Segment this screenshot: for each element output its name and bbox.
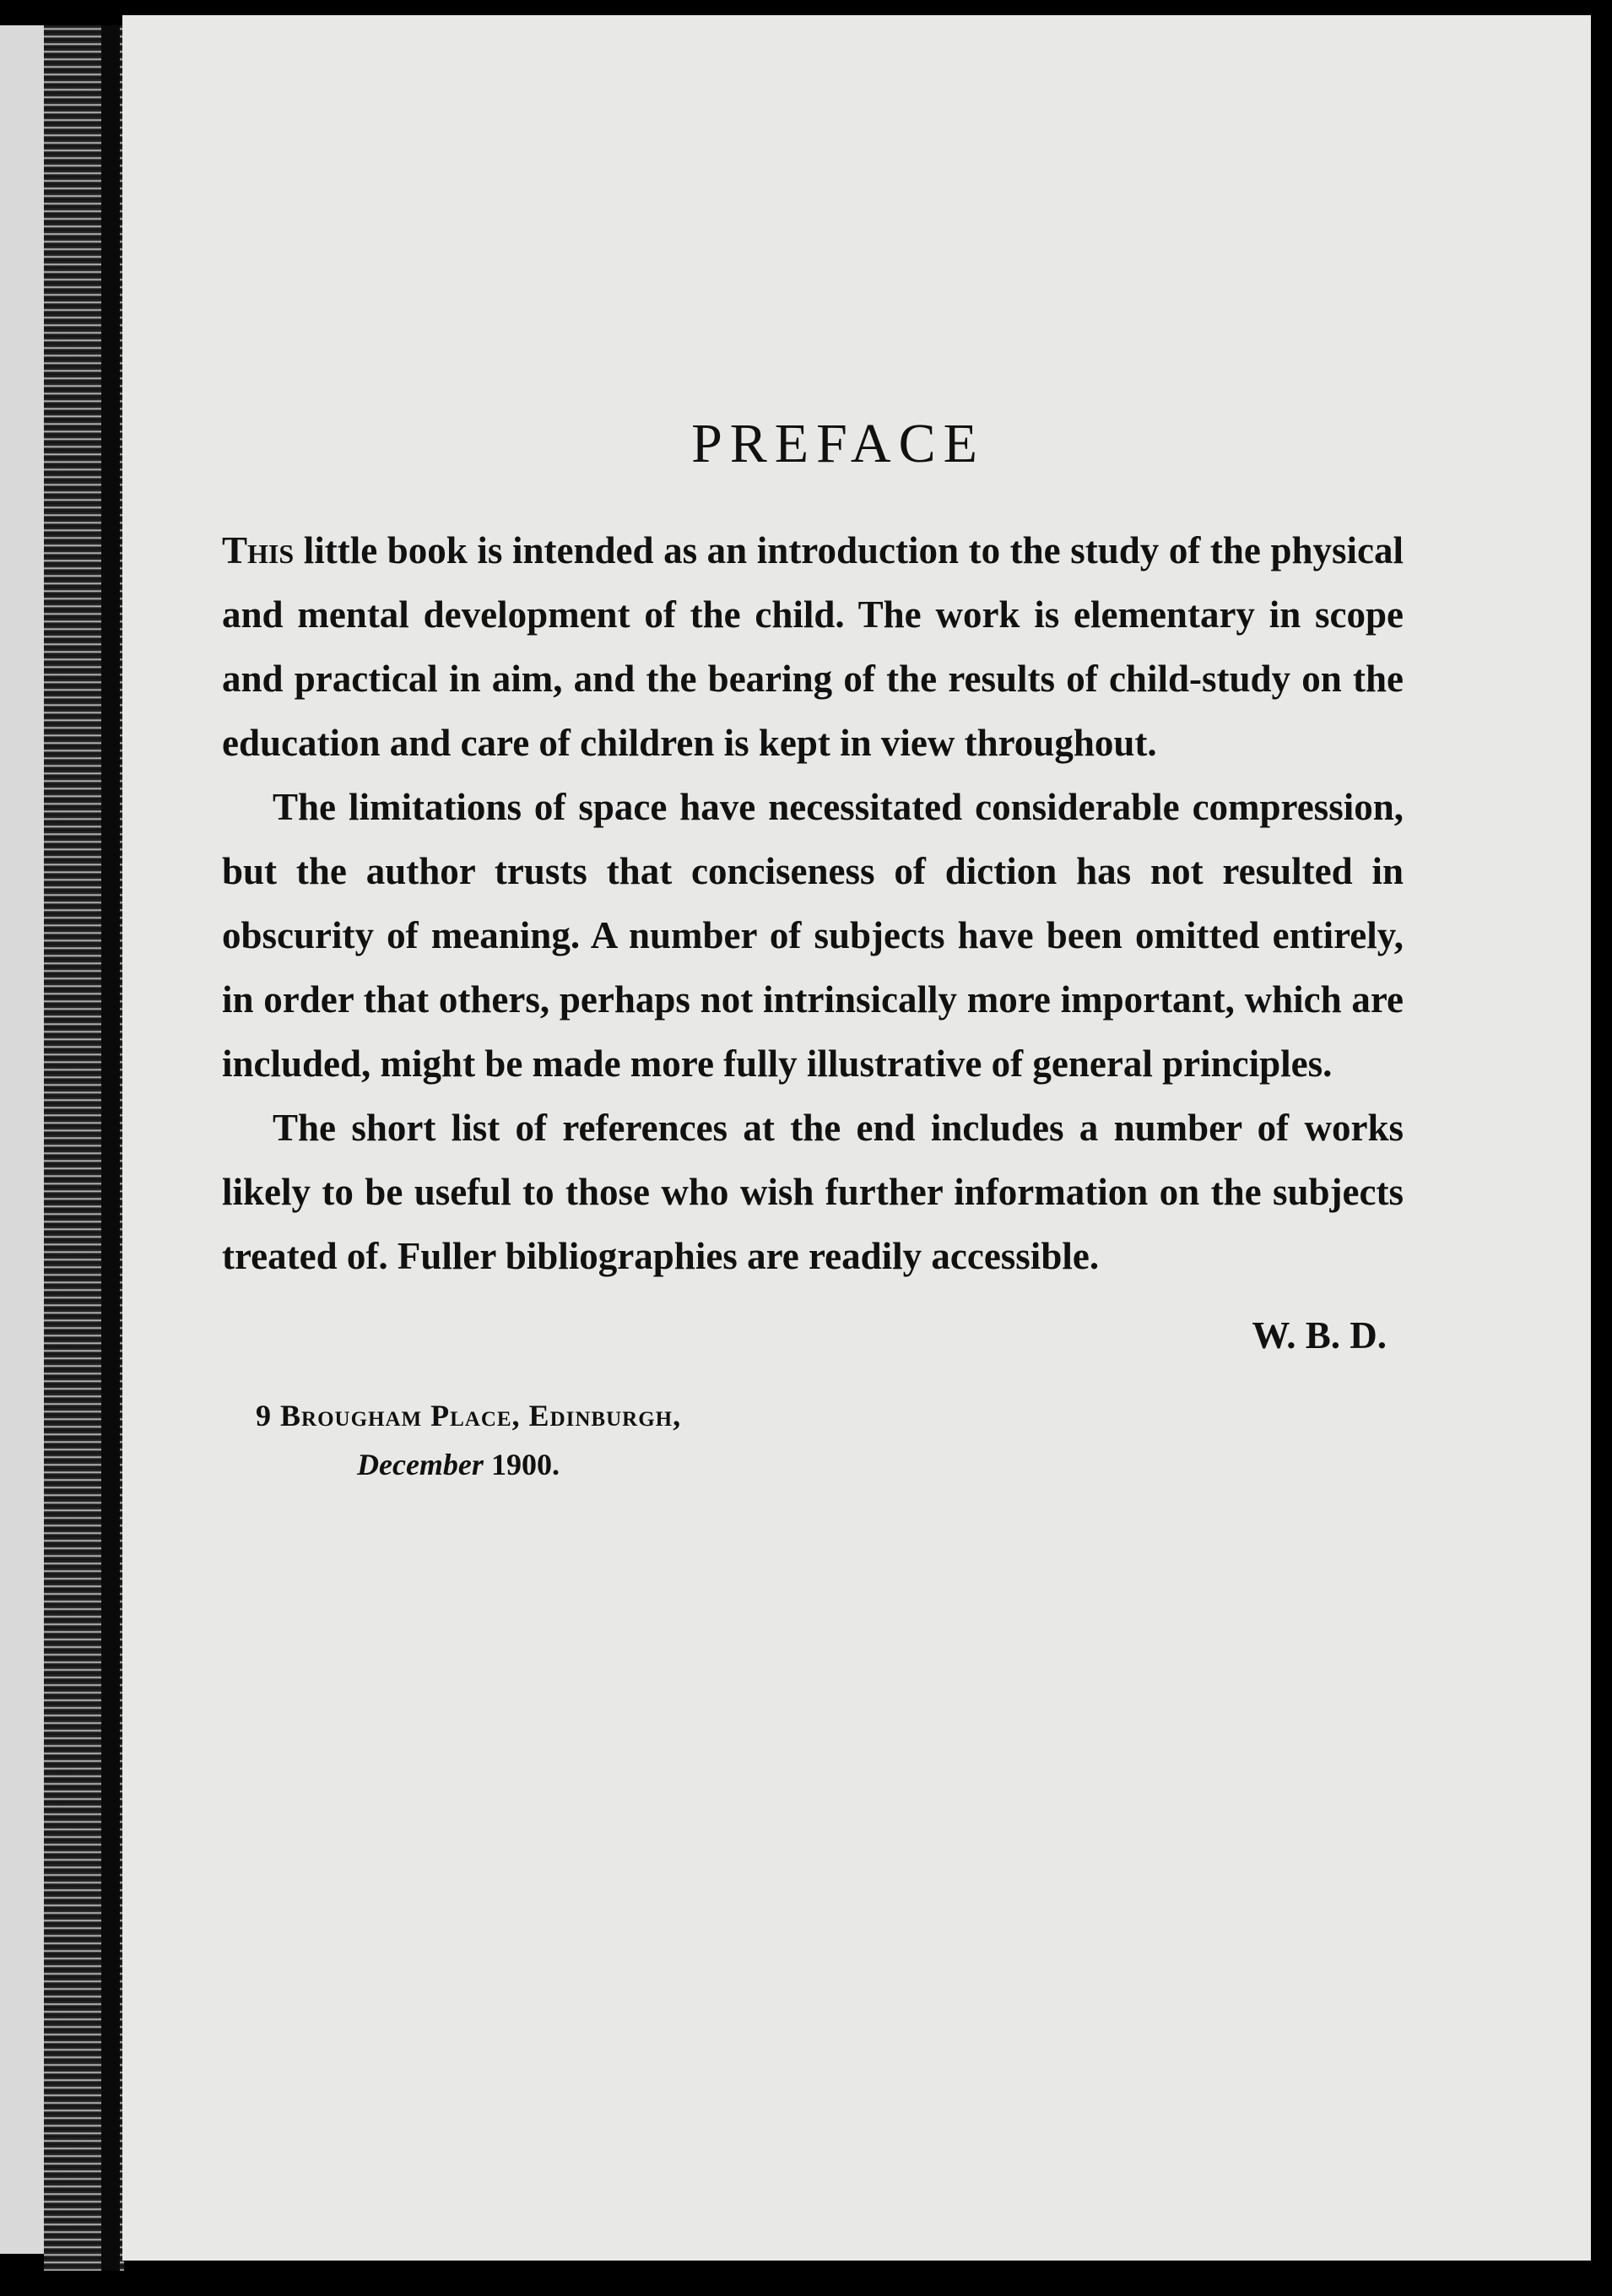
address: 9 Brougham Place, Edinburgh, [256,1399,682,1432]
date-year: 1900. [490,1448,560,1481]
paragraph-text: little book is intended as an introduction to the study of the physical and mental development of the child. The work is elementary in scope and practical in aim, and the bearing of the results of child-study on the education and care of children is kept in view throughout. [222,529,1404,764]
date-line [256,1440,1404,1489]
address-block [222,1391,1404,1489]
preface-content [222,412,1404,1489]
paragraph-1 [222,518,1404,775]
paragraph-text: The limitations of space have necessitated considerable compression, but the author trusts that conciseness of diction has not resulted in obscurity of meaning. A number of subjects have been omitted entirely, in order that others, perhaps not intrinsically more important, which are included, might be made more fully illustrative of general principles. [222,786,1404,1085]
paragraph-2 [222,775,1404,1096]
page-title: PREFACE [691,413,985,474]
date-month: December [357,1448,484,1481]
paragraph-3 [222,1096,1404,1288]
facing-page-edge [0,25,44,2254]
author-signature: W. B. D. [1252,1314,1387,1356]
book-gutter [101,25,120,2271]
paragraph-text: The short list of references at the end includes a number of works likely to be useful to those who wish further information on the subjects treated of. Fuller bibliographies are readily accessible. [222,1107,1404,1277]
book-page [122,15,1591,2261]
paragraph-lead: This [222,529,295,571]
